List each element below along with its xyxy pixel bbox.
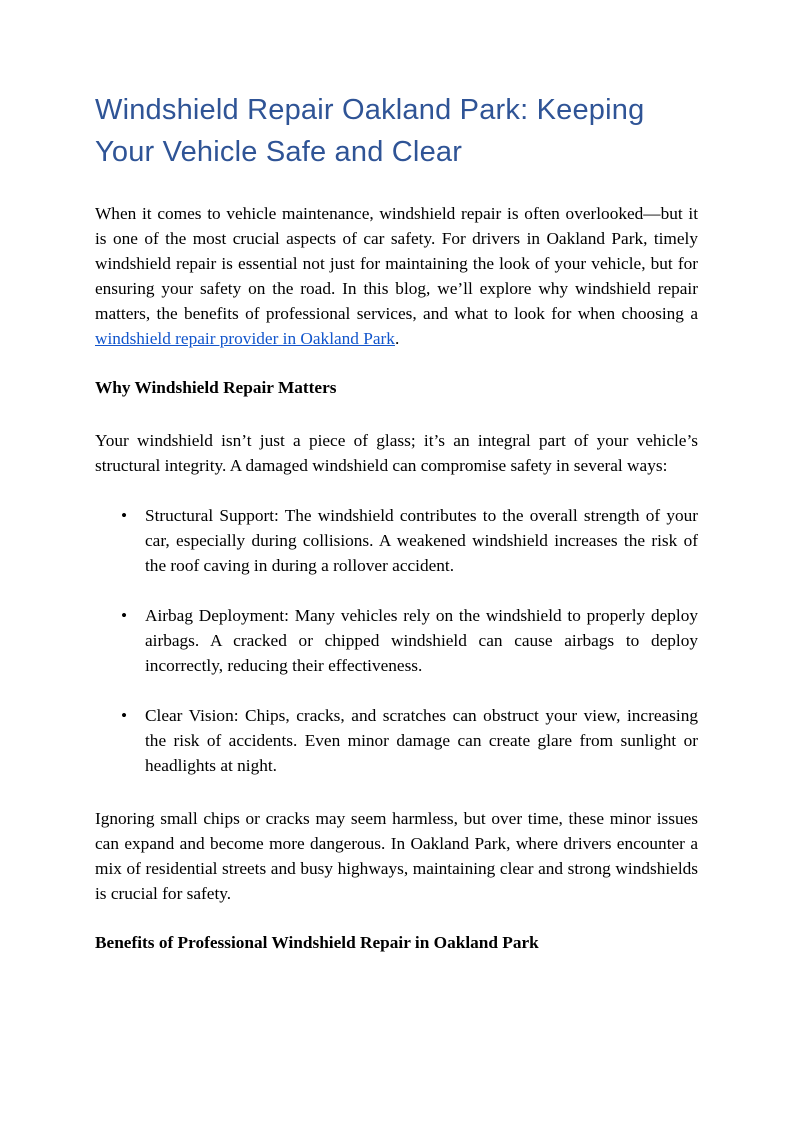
list-item-text: Airbag Deployment: Many vehicles rely on the windshield to properly deploy airbags. A cracked or chipped windshield can cause airbags to deploy incorrectly, reducing their effectiveness. <box>145 606 698 675</box>
intro-paragraph <box>95 201 698 351</box>
list-item-airbag-deployment <box>121 603 698 678</box>
section-heading-why-windshield-repair-matters: Why Windshield Repair Matters <box>95 378 337 397</box>
bullet-icon: • <box>121 606 128 625</box>
list-item-structural-support <box>121 503 698 578</box>
intro-text-after-link: . <box>394 329 400 348</box>
list-item-clear-vision <box>121 703 698 778</box>
windshield-provider-link[interactable]: windshield repair provider in Oakland Park <box>95 329 395 348</box>
intro-text-before-link: When it comes to vehicle maintenance, windshield repair is often overlooked—but it is one of the most crucial aspects of car safety. For drivers in Oakland Park, timely windshield repair is essential not just for maintaining the look of your vehicle, but for ensuring your safety on the road. In this blog, we’ll explore why windshield repair matters, the benefits of professional services, and what to look for when choosing a <box>95 204 698 323</box>
list-item-text: Structural Support: The windshield contributes to the overall strength of your car, especially during collisions. A weakened windshield increases the risk of the roof caving in during a rollover accident. <box>145 506 698 575</box>
document-title: Windshield Repair Oakland Park: Keeping Your Vehicle Safe and Clear <box>95 94 645 168</box>
bullet-icon: • <box>121 506 128 525</box>
safety-bullet-list <box>95 503 698 778</box>
section-heading-benefits-professional-repair: Benefits of Professional Windshield Repair in Oakland Park <box>95 933 539 952</box>
list-item-text: Clear Vision: Chips, cracks, and scratches can obstruct your view, increasing the risk of accidents. Even minor damage can create glare from sunlight or headlights at night. <box>145 706 698 775</box>
why-matters-paragraph: Your windshield isn’t just a piece of glass; it’s an integral part of your vehicle’s structural integrity. A damaged windshield can compromise safety in several ways: <box>95 431 698 475</box>
ignoring-chips-paragraph: Ignoring small chips or cracks may seem harmless, but over time, these minor issues can expand and become more dangerous. In Oakland Park, where drivers encounter a mix of residential streets and busy highways, maintaining clear and strong windshields is crucial for safety. <box>95 809 698 903</box>
bullet-icon: • <box>121 706 128 725</box>
